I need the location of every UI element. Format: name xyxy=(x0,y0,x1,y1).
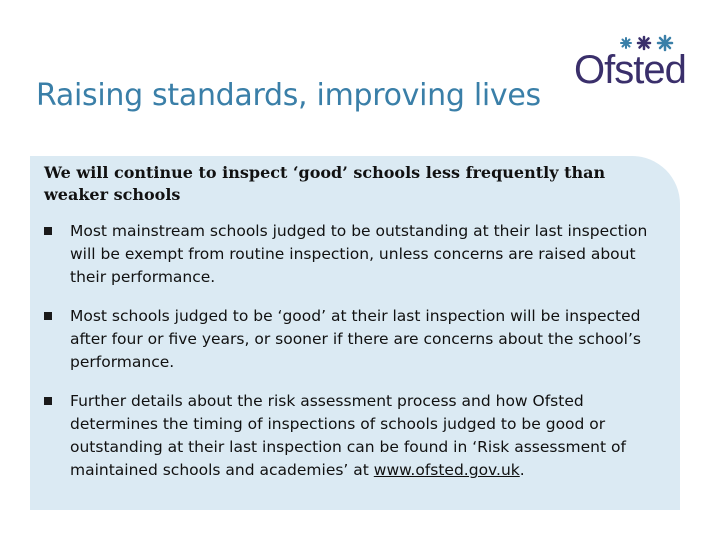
bullet-square-icon xyxy=(44,397,52,405)
bullet-square-icon xyxy=(44,312,52,320)
bullet-text: Further details about the risk assessment process and how Ofsted determines the timing of inspections of schools judged to be good or outstanding at their last inspection can be found in ‘Risk assessment of maintained schools and academies’ at xyxy=(70,392,626,479)
bullet-text: Most schools judged to be ‘good’ at their last inspection will be inspected after four or five years, or sooner if there are concerns about the school’s performance. xyxy=(70,307,641,371)
bullet-item xyxy=(44,390,674,482)
bullet-text: Most mainstream schools judged to be outstanding at their last inspection will be exempt from routine inspection, unless concerns are raised about their performance. xyxy=(70,222,648,286)
bullet-list xyxy=(44,220,674,498)
panel-heading: We will continue to inspect ‘good’ schools less frequently than weaker schools xyxy=(44,163,606,204)
logo-text: Ofsted xyxy=(574,48,686,92)
bullet-item xyxy=(44,305,674,374)
bullet-suffix: . xyxy=(519,461,525,479)
bullet-square-icon xyxy=(44,227,52,235)
ofsted-website-link[interactable]: www.ofsted.gov.uk xyxy=(373,461,520,479)
slide-title: Raising standards, improving lives xyxy=(36,78,541,113)
bullet-item xyxy=(44,220,674,289)
ofsted-logo xyxy=(574,34,686,94)
